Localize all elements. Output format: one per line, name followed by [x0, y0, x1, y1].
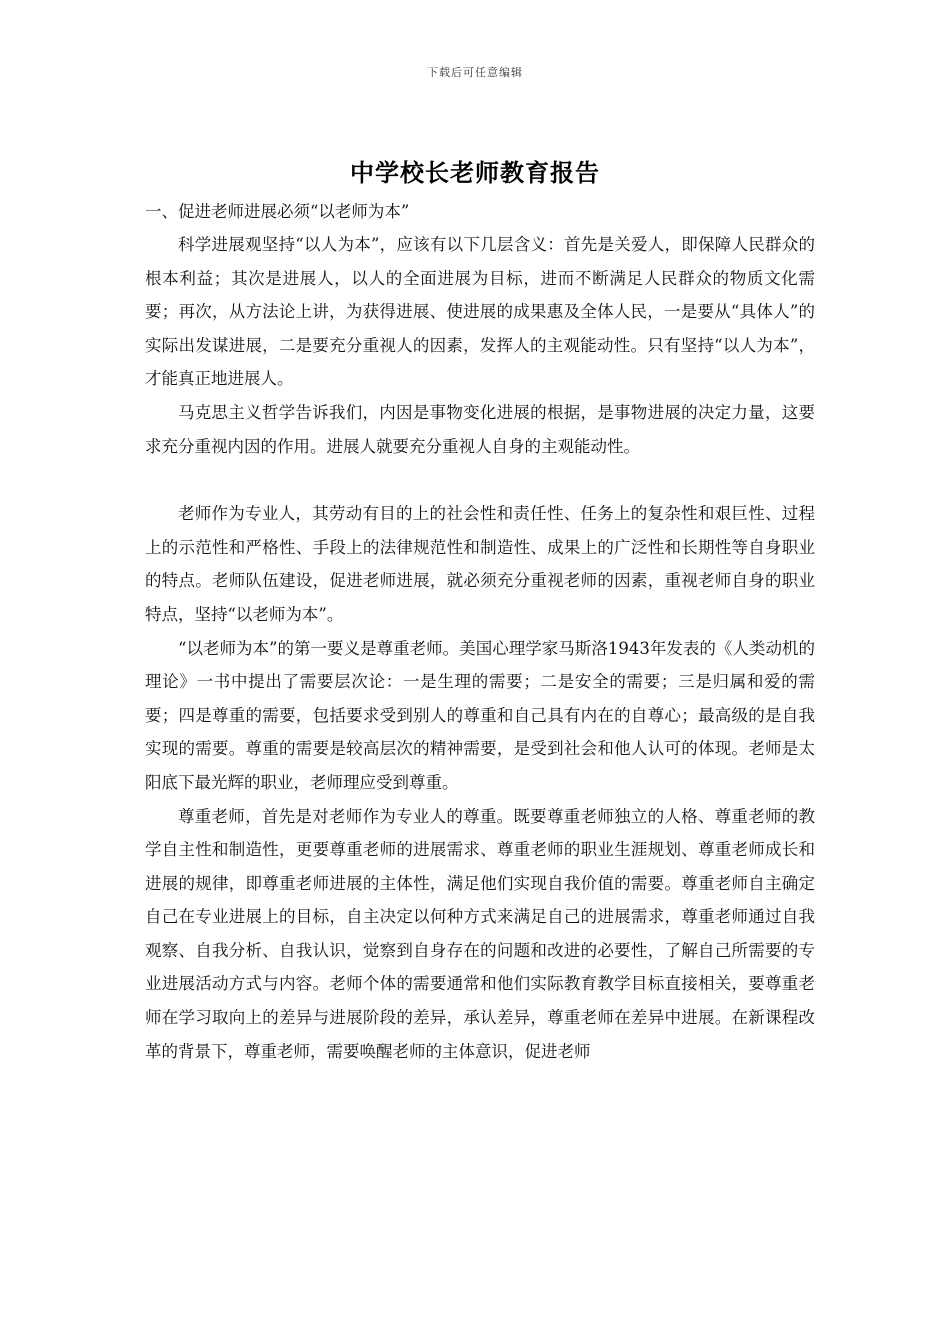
- document-body: [145, 195, 815, 1068]
- paragraph-2: 马克思主义哲学告诉我们，内因是事物变化进展的根据，是事物进展的决定力量，这要求充分重视内因的作用。进展人就要充分重视人自身的主观能动性。: [145, 402, 815, 456]
- paragraph-5: 尊重老师，首先是对老师作为专业人的尊重。既要尊重老师独立的人格、尊重老师的教学自主性和制造性，更要尊重老师的进展需求、尊重老师的职业生涯规划、尊重老师成长和进展的规律，即尊重老师进展的主体性，满足他们实现自我价值的需要。尊重老师自主确定自己在专业进展上的目标，自主决定以何种方式来满足自己的进展需求，尊重老师通过自我观察、自我分析、自我认识，觉察到自身存在的问题和改进的必要性，了解自己所需要的专业进展活动方式与内容。老师个体的需要通常和他们实际教育教学目标直接相关，要尊重老师在学习取向上的差异与进展阶段的差异，承认差异，尊重老师在差异中进展。在新课程改革的背景下，尊重老师，需要唤醒老师的主体意识，促进老师: [145, 806, 815, 1061]
- paragraph-3: 老师作为专业人，其劳动有目的上的社会性和责任性、任务上的复杂性和艰巨性、过程上的示范性和严格性、手段上的法律规范性和制造性、成果上的广泛性和长期性等自身职业的特点。老师队伍建设，促进老师进展，就必须充分重视老师的因素，重视老师自身的职业特点，坚持“以老师为本”。: [145, 504, 815, 624]
- paragraph-spacer: [145, 463, 815, 497]
- paragraph-1: 科学进展观坚持“以人为本”，应该有以下几层含义：首先是关爱人，即保障人民群众的根本利益；其次是进展人，以人的全面进展为目标，进而不断满足人民群众的物质文化需要；再次，从方法论上讲，为获得进展、使进展的成果惠及全体人民，一是要从“具体人”的实际出发谋进展，二是要充分重视人的因素，发挥人的主观能动性。只有坚持“以人为本”，才能真正地进展人。: [145, 235, 815, 389]
- paragraph-4: “以老师为本”的第一要义是尊重老师。美国心理学家马斯洛1943年发表的《人类动机的理论》一书中提出了需要层次论：一是生理的需要；二是安全的需要；三是归属和爱的需要；四是尊重的需要，包括要求受到别人的尊重和自己具有内在的自尊心；最高级的是自我实现的需要。尊重的需要是较高层次的精神需要，是受到社会和他人认可的体现。老师是太阳底下最光辉的职业，老师理应受到尊重。: [145, 638, 815, 792]
- document-title: 中学校长老师教育报告: [350, 158, 600, 187]
- header-note: 下载后可任意编辑: [427, 66, 523, 79]
- section-heading: 一、促进老师进展必须“以老师为本”: [145, 202, 410, 221]
